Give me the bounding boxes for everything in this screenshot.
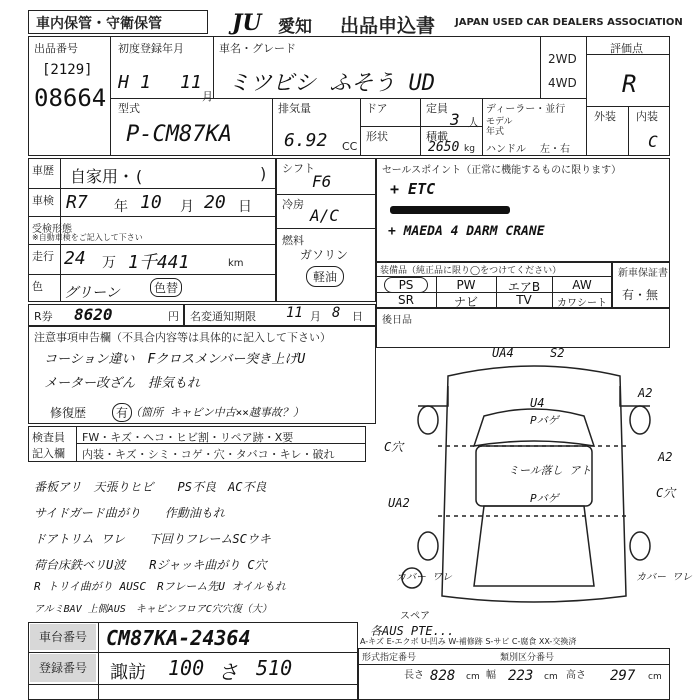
warranty-value: 有・無 — [622, 288, 659, 302]
name-change-month-unit: 月 — [310, 310, 321, 323]
damage-note: サイドガード曲がり 作動油もれ — [34, 506, 225, 520]
size-length-unit: cm — [466, 672, 480, 682]
inspect-form-label: 受検形態 — [32, 224, 72, 235]
size-width-label: 幅 — [486, 670, 496, 681]
drive-2wd: 2WD — [548, 52, 577, 66]
name-change-day-unit: 日 — [352, 310, 363, 323]
inspection-day: 20 — [204, 192, 226, 213]
recycle-label: R券 — [34, 310, 53, 323]
dealer-handle: ハンドル — [486, 144, 526, 155]
shift-label: シフト — [282, 162, 315, 175]
mileage-val1: 24 — [64, 248, 86, 269]
diagram-mark-top-1: UA4 — [492, 346, 514, 360]
inspector-row2: 内装・キズ・シミ・コゲ・穴・タバコ・キレ・破れ — [82, 448, 335, 461]
fuel-label: 燃料 — [282, 234, 304, 247]
repair-detail: （箇所 キャビン中古××越事故？） — [130, 406, 304, 419]
equip-navi: ナビ — [453, 295, 478, 309]
storage-note: 車内保管・守衛保管 — [36, 16, 162, 32]
displacement-unit: CC — [342, 140, 358, 153]
first-reg-year: 1 — [140, 72, 151, 93]
first-reg-month: 11 — [180, 72, 202, 93]
inspection-era: R7 — [66, 192, 88, 213]
equip-leather: カワシート — [557, 298, 607, 309]
inspector-label1: 検査員 — [32, 431, 65, 444]
mileage-label: 走行 — [32, 250, 54, 263]
size-height-unit: cm — [648, 672, 662, 682]
equipment-label: 装備品（純正品に限り◯をつけてください） — [380, 266, 562, 276]
interior-value: C — [648, 132, 658, 151]
legend-label: 各AUS PTE... — [370, 624, 455, 638]
type-label: 型式 — [118, 102, 140, 115]
registration-kana: さ — [218, 660, 238, 684]
dealer-parallel: ディーラー・並行 — [486, 104, 566, 115]
color-change-label: 色替 — [150, 278, 182, 297]
dealer-model: モデル — [486, 117, 513, 127]
equip-ps: PS — [384, 277, 428, 293]
mileage-unit: km — [228, 258, 244, 269]
scribble-strike — [390, 206, 510, 214]
name-change-month: 11 — [286, 305, 303, 321]
load-unit: kg — [464, 144, 475, 154]
score-label: 評価点 — [610, 42, 643, 55]
org-name: 愛知 — [278, 17, 312, 37]
name-change-label: 名変通知期限 — [190, 310, 256, 323]
inspect-form-note: ※自動車検をご記入して下さい — [32, 233, 143, 242]
model-name-value: ミツビシ ふそう UD — [228, 71, 435, 96]
registration-number: 510 — [256, 656, 293, 680]
lot-label: 出品番号 — [34, 42, 78, 55]
inspection-day-unit: 日 — [238, 199, 252, 215]
first-reg-era: H — [118, 72, 129, 93]
size-height-label: 高さ — [566, 670, 586, 681]
displacement-label: 排気量 — [278, 102, 311, 115]
color-value: グリーン — [64, 285, 120, 301]
chassis-value: CM87KA-24364 — [106, 626, 251, 650]
doors-label: ドア — [366, 102, 388, 115]
size-label: 形式指定番号 — [362, 653, 417, 663]
inspection-year-unit: 年 — [114, 199, 128, 215]
exterior-label: 外装 — [594, 110, 616, 123]
diagram-right-3: C穴 — [656, 486, 676, 500]
post-field-label: 後日品 — [382, 315, 412, 326]
diagram-left-2: UA2 — [388, 496, 410, 510]
legend-text: A-キズ E-エクボ U-凹み W-補修跡 S-サビ C-腐食 XX-交換済 — [360, 637, 577, 646]
interior-label: 内装 — [636, 110, 658, 123]
form-title: 出品申込書 — [340, 15, 436, 37]
equip-airbag: エアB — [507, 280, 541, 294]
diagram-left-1: C穴 — [384, 440, 404, 454]
equip-pw: PW — [456, 278, 476, 292]
selling-points-line2: + MAEDA 4 DARM CRANE — [388, 224, 545, 239]
lot-bracket: [2129] — [42, 62, 93, 78]
load-label: 積載 — [426, 130, 448, 143]
inspector-label2: 記入欄 — [32, 447, 65, 460]
diagram-mark-bed: Pバゲ — [530, 492, 559, 505]
inspection-label: 車検 — [32, 194, 54, 207]
diagram-wheel-left: カバー ワレ — [396, 572, 453, 583]
equip-tv: TV — [516, 293, 532, 307]
ju-logo-mark: JU — [232, 10, 262, 36]
diagram-wheel-right: カバー ワレ — [636, 572, 693, 583]
equip-aw: AW — [572, 278, 592, 292]
fuel-opt2: 軽油 — [306, 266, 344, 287]
diagram-mark-cab-1: U4 — [530, 396, 545, 410]
color-label: 色 — [32, 280, 43, 293]
inspection-month-unit: 月 — [180, 199, 194, 215]
post-field-box — [376, 308, 670, 348]
diagram-mark-top-2: S2 — [550, 346, 565, 360]
score-value: R — [622, 70, 637, 98]
mileage-val2: 1千441 — [128, 252, 190, 273]
size-height: 297 — [610, 668, 636, 684]
registration-label: 登録番号 — [30, 654, 96, 682]
equip-sr: SR — [398, 293, 414, 307]
capacity-unit: 人 — [468, 116, 479, 129]
first-reg-month-unit: 月 — [202, 90, 213, 103]
size-length: 828 — [430, 668, 456, 684]
notes-label: 注意事項申告欄（不具合内容等は具体的に記入して下さい） — [34, 331, 331, 344]
repair-label: 修復歴 — [50, 406, 87, 420]
notes-line2: メーター改ざん 排気もれ — [44, 376, 201, 391]
recycle-unit: 円 — [168, 310, 179, 323]
history-value: 自家用・( — [70, 167, 144, 186]
selling-points-line1: + ETC — [390, 180, 436, 198]
dealer-lr: 左・右 — [540, 144, 570, 155]
capacity-label: 定員 — [426, 102, 448, 115]
capacity-value: 3 — [450, 110, 460, 129]
inspector-row1: FW・キズ・ヘコ・ヒビ割・リペア跡・X要 — [82, 431, 294, 444]
shape-label: 形状 — [366, 130, 388, 143]
chassis-label: 車台番号 — [30, 624, 96, 650]
first-reg-label: 初度登録年月 — [118, 42, 184, 55]
registration-area: 諏訪 — [110, 662, 146, 683]
size-label2: 類別区分番号 — [500, 653, 555, 663]
inspection-year: 10 — [140, 192, 162, 213]
damage-note: 番板アリ 天張りヒビ PS不良 AC不良 — [34, 480, 267, 494]
cooling-label: 冷房 — [282, 198, 304, 211]
dealer-year: 年式 — [486, 127, 505, 137]
english-title: JAPAN USED CAR DEALERS ASSOCIATION — [455, 17, 683, 28]
size-width-unit: cm — [544, 672, 558, 682]
warranty-label: 新車保証書 — [618, 268, 668, 279]
selling-points-label: セールスポイント（正常に機能するものに限ります） — [382, 165, 622, 176]
damage-note: ドアトリム ワレ 下回りフレームSCウキ — [34, 532, 271, 546]
diagram-mark-cab-2: Pバゲ — [530, 414, 559, 427]
damage-notes — [28, 468, 378, 618]
load-value: 2650 — [428, 140, 460, 155]
damage-note: アルミBAV 上側AUS キャビンフロアC穴穴復（大） — [34, 604, 272, 615]
diagram-right-1: A2 — [638, 386, 653, 400]
model-name-label: 車名・グレード — [219, 42, 296, 55]
history-label: 車歴 — [32, 164, 54, 177]
cooling-value: A/C — [310, 206, 339, 225]
size-width: 223 — [508, 668, 534, 684]
size-length-label: 長さ — [404, 670, 424, 681]
displacement-value: 6.92 — [284, 130, 328, 151]
damage-note: 荷台床鉄ベリU波 Rジャッキ曲がり C穴 — [34, 558, 267, 572]
recycle-value: 8620 — [74, 305, 113, 324]
damage-note: R トリイ曲がり AUSC Rフレーム先U オイルもれ — [34, 580, 286, 593]
lot-number: 08664 — [34, 84, 107, 112]
drive-4wd: 4WD — [548, 76, 577, 90]
history-close: ) — [260, 164, 267, 183]
notes-line1: コーション違い Fクロスメンバー突き上げU — [44, 352, 306, 367]
diagram-spare: スペア — [400, 611, 430, 622]
mileage-man: 万 — [102, 255, 116, 271]
name-change-day: 8 — [332, 305, 341, 321]
type-value: P-CM87KA — [126, 122, 232, 147]
repair-opt: 有 — [112, 403, 132, 422]
shift-value: F6 — [312, 172, 332, 191]
registration-class: 100 — [168, 656, 205, 680]
diagram-right-2: A2 — [658, 450, 673, 464]
fuel-opt1: ガソリン — [300, 248, 349, 262]
diagram-mark-roof: ミール落し アト — [508, 464, 592, 477]
